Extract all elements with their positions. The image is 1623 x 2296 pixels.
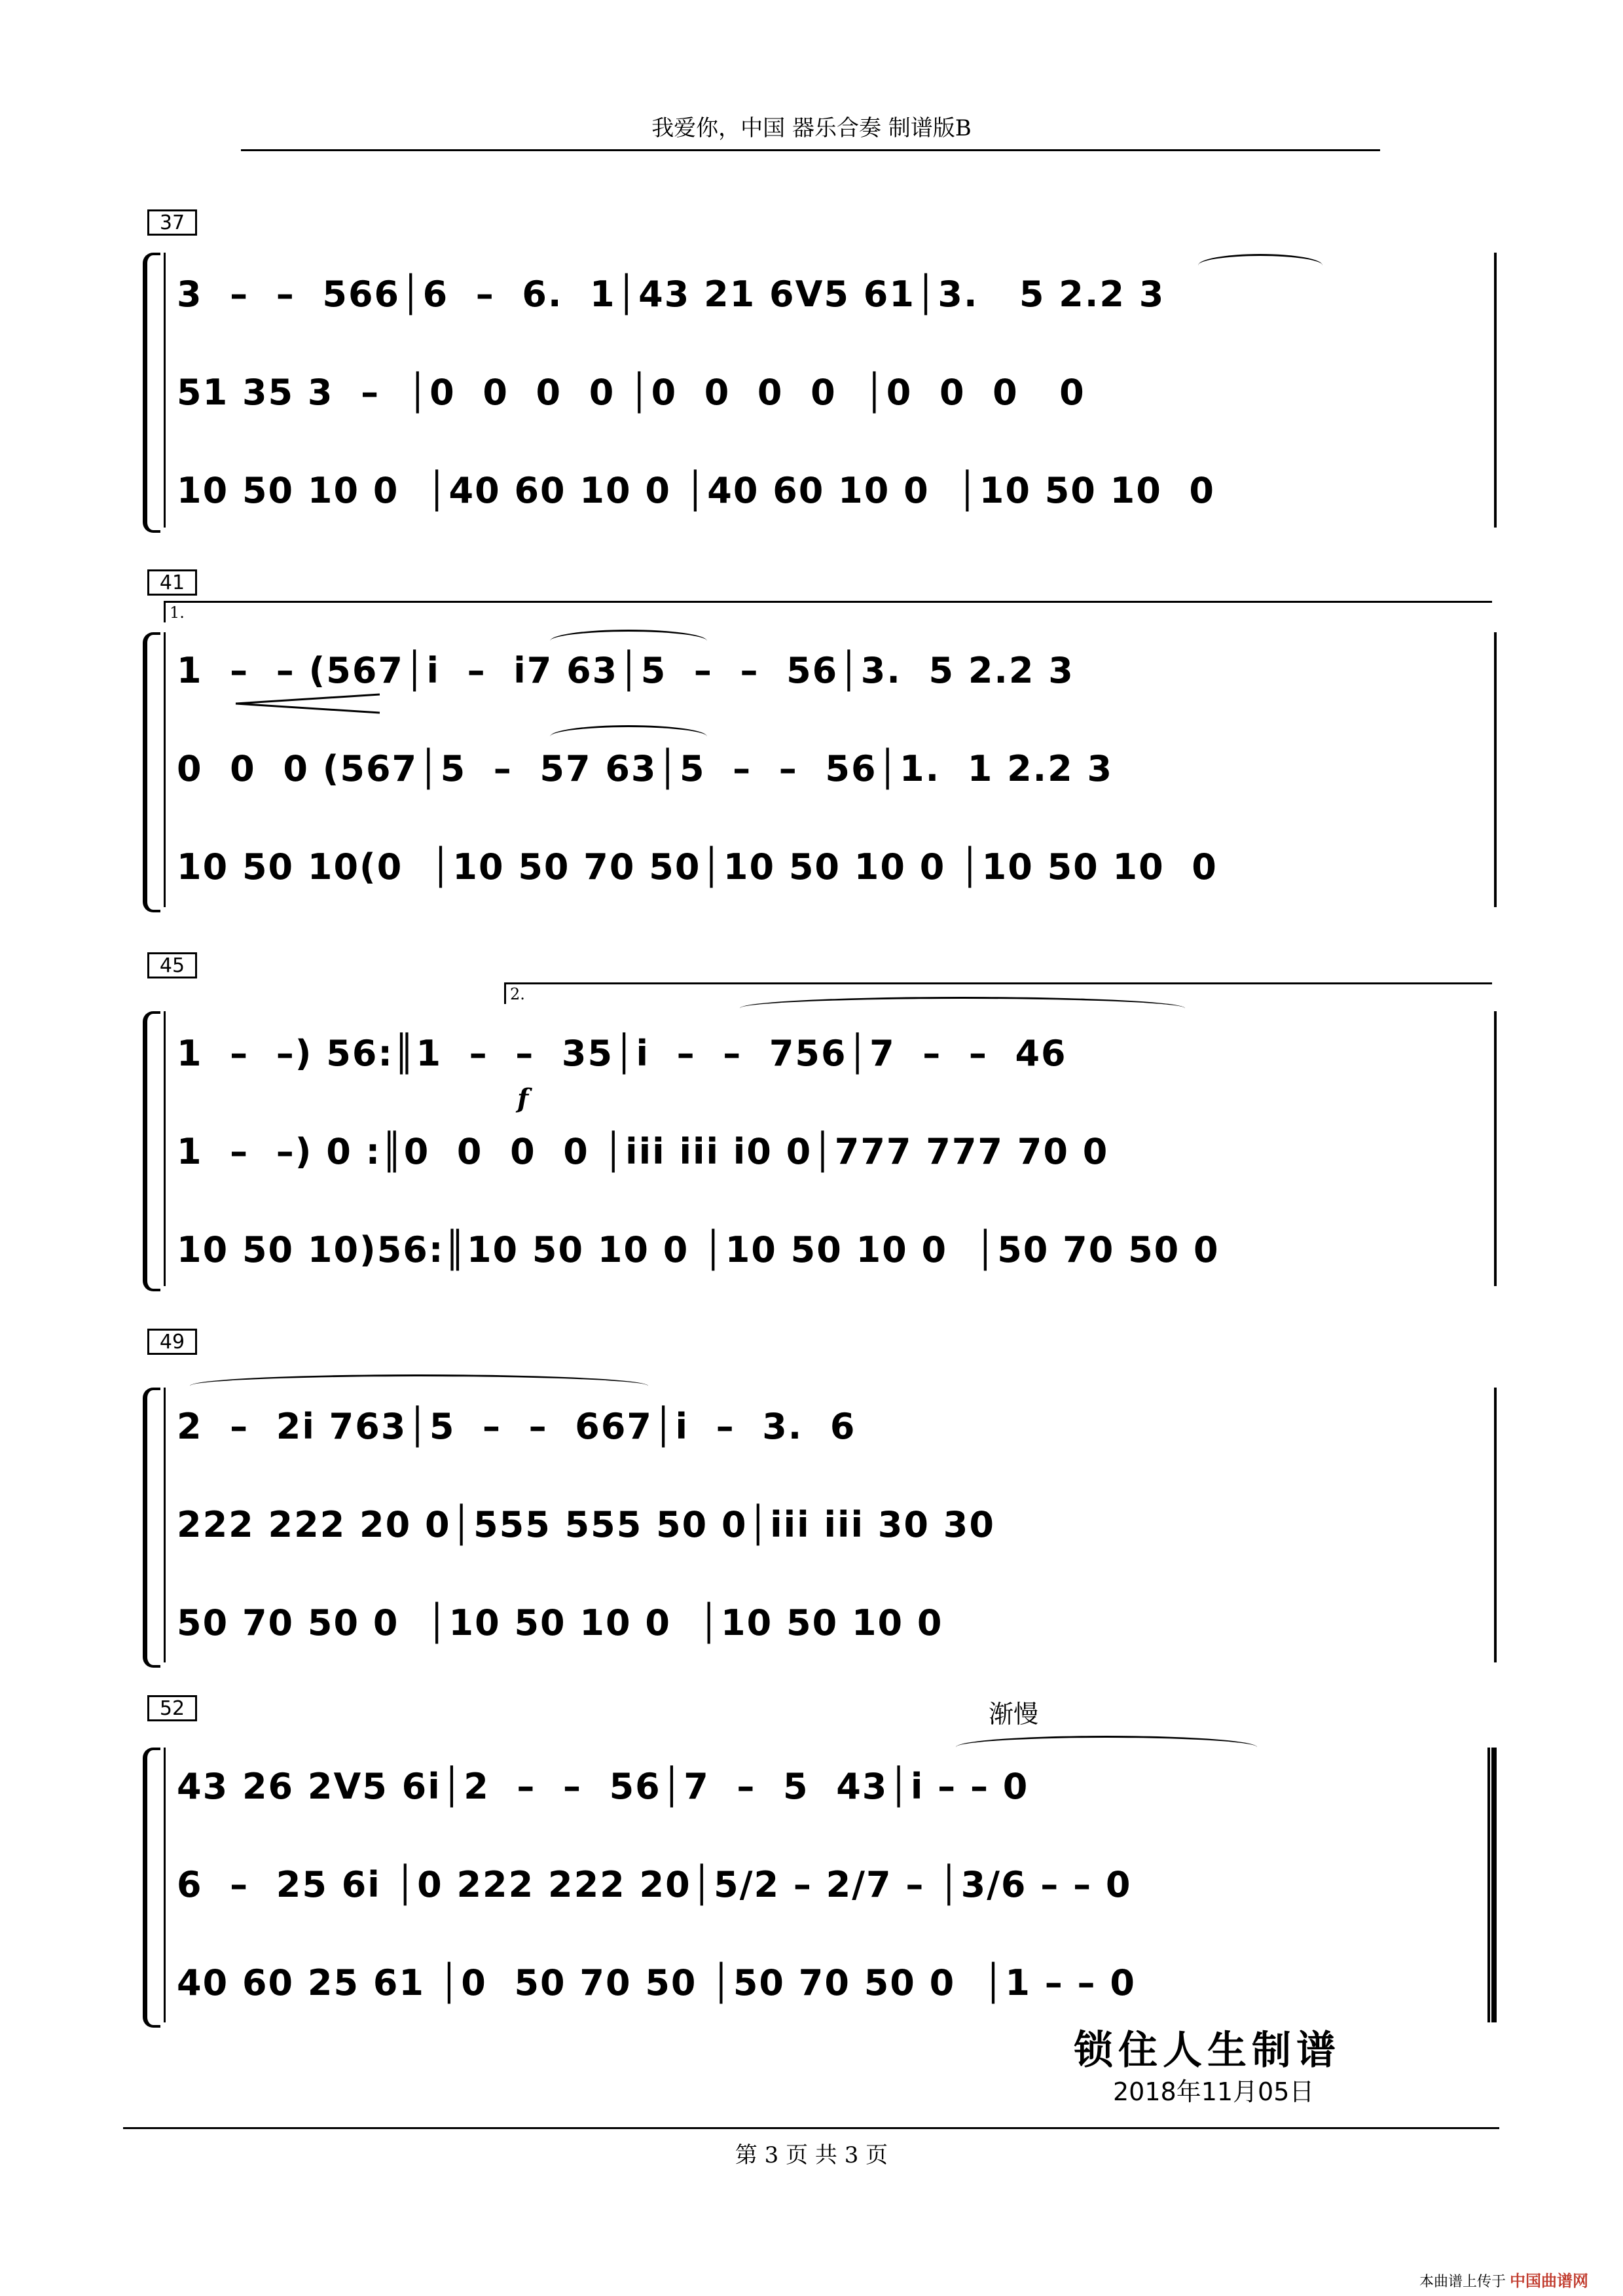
slur-mark [190,1374,648,1397]
tempo-marking: 渐慢 [989,1700,1039,1729]
footer-rule [123,2127,1499,2129]
signature-date: 2018年11月05日 [1113,2077,1315,2106]
staff-row: 3 – – 566│6 – 6. 1│43 21 6V5 61│3. 5 2.2 3 [177,274,1165,315]
barline [1494,1388,1497,1662]
dynamic-mark: f [517,1083,529,1114]
staff-row: 2 – 2i 763│5 – – 667│i – 3. 6 [177,1406,856,1447]
staff-row: 10 50 10)56:║10 50 10 0 │10 50 10 0 │50 70 50 0 [177,1229,1220,1270]
system-bracket [143,253,160,533]
final-barline [1487,1748,1497,2022]
system-line [164,632,166,907]
crescendo-hairpin [232,691,383,717]
tie-mark [1198,254,1322,277]
header-rule [241,149,1380,151]
page-number: 第 3 页 共 3 页 [735,2142,888,2168]
barline [1494,253,1497,528]
staff-row: 0 0 0 (567│5 – 57 63│5 – – 56│1. 1 2.2 3 [177,748,1114,789]
upload-credit [1419,2268,1588,2291]
volta-bracket: 1. [164,601,1492,622]
arranger-signature: 锁住人生制谱 [1074,2028,1341,2073]
staff-row: 6 – 25 6i │0 222 222 20│5/2 – 2/7 – │3/6 – – 0 [177,1864,1132,1905]
measure-number: 37 [147,209,197,236]
slur-mark [740,997,1185,1020]
measure-number: 49 [147,1329,197,1355]
staff-row: 50 70 50 0 │10 50 10 0 │10 50 10 0 [177,1602,943,1643]
measure-number: 45 [147,952,197,978]
system-line [164,1748,166,2022]
measure-number: 52 [147,1695,197,1721]
staff-row: 1 – –) 0 :║0 0 0 0 │iii iii i0 0│777 777 70 0 [177,1131,1109,1172]
staff-row: 43 26 2V5 6i│2 – – 56│7 – 5 43│i – – 0 [177,1766,1029,1807]
tie-mark [550,725,707,748]
staff-row: 1 – –) 56:║1 – – 35│i – – 756│7 – – 46 [177,1033,1067,1074]
system-line [164,253,166,528]
system-bracket [143,632,160,912]
staff-row: 222 222 20 0│555 555 50 0│iii iii 30 30 [177,1504,995,1545]
system-bracket [143,1388,160,1668]
site-logo: 中国曲谱网 [1510,2272,1589,2290]
slur-mark [956,1736,1257,1759]
staff-row: 51 35 3 – │0 0 0 0 │0 0 0 0 │0 0 0 0 [177,372,1085,413]
system-bracket [143,1011,160,1291]
staff-row: 10 50 10 0 │40 60 10 0 │40 60 10 0 │10 50 10 0 [177,470,1215,511]
system-line [164,1388,166,1662]
system-line [164,1011,166,1286]
upload-credit-text: 本曲谱上传于 [1419,2274,1506,2290]
staff-row: 10 50 10(0 │10 50 70 50│10 50 10 0 │10 50 10 0 [177,846,1218,888]
staff-row: 1 – – (567│i – i7 63│5 – – 56│3. 5 2.2 3 [177,650,1074,691]
staff-row: 40 60 25 61 │0 50 70 50 │50 70 50 0 │1 – – 0 [177,1962,1136,2003]
volta-bracket: 2. [504,982,1492,1004]
system-bracket [143,1748,160,2028]
barline [1494,1011,1497,1286]
measure-number: 41 [147,569,197,596]
barline [1494,632,1497,907]
header-title: 我爱你，中国 器乐合奏 制谱版B [651,115,972,141]
